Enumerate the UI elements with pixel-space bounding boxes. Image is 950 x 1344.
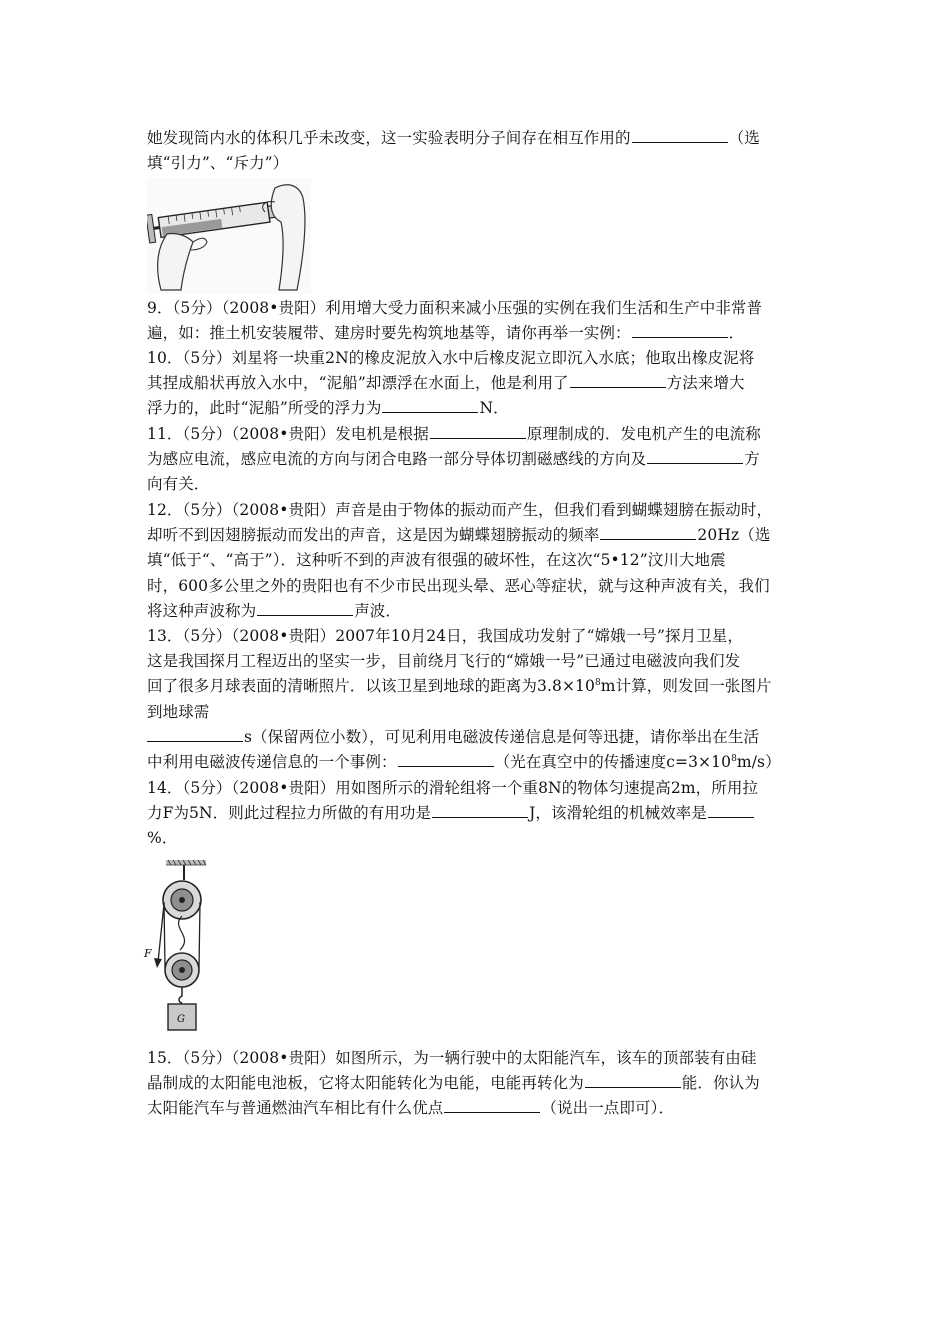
text-line: 12．（5分）（2008•贵阳）声音是由于物体的振动而产生，但我们看到蝴蝶翅膀在振动时， [147,501,773,519]
pulley-system-figure [140,858,210,1038]
text-line: 力F为5N．则此过程拉力所做的有用功是 [147,804,432,823]
question-11 [147,422,807,498]
answer-blank[interactable] [600,525,696,540]
text-line: 原理制成的．发电机产生的电流称 [526,425,761,443]
text-line: 填“引力”、“斥力”） [147,154,289,173]
text-line: 时，600多公里之外的贵阳也有不少市民出现头晕、恶心等症状，就与这种声波有关，我们 [147,576,770,595]
answer-blank[interactable] [585,1073,681,1088]
text-line: ． [728,324,745,343]
question-9 [147,296,807,346]
answer-blank[interactable] [257,601,353,616]
text-line: 20Hz（选 [697,526,771,545]
text-line: 到地球需 [147,702,210,721]
text-line: （选 [728,129,760,147]
text-line: 回了很多月球表面的清晰照片．以该卫星到地球的距离为3.8×10 [147,677,595,696]
text-line: 这是我国探月工程迈出的坚实一步，目前绕月飞行的“嫦娥一号”已通过电磁波向我们发 [147,652,741,671]
text-line: 将这种声波称为 [147,601,257,620]
text-line: 11．（5分）（2008•贵阳）发电机是根据 [147,425,429,443]
answer-blank[interactable] [398,752,494,767]
syringe-experiment-figure [147,178,311,294]
answer-blank[interactable] [632,323,728,338]
answer-blank[interactable] [647,449,743,464]
text-line: 填“低于“、“高于”）．这种听不到的声波有很强的破坏性，在这次“5•12”汶川大地震 [147,551,726,570]
text-line: （说出一点即可）． [541,1099,675,1118]
question-10 [147,346,807,422]
text-line: s（保留两位小数），可见利用电磁波传递信息是何等迅捷，请你举出在生活 [244,727,760,746]
text-line: 14．（5分）（2008•贵阳）用如图所示的滑轮组将一个重8N的物体匀速提高2m，所用拉 [147,779,759,797]
text-line: 15．（5分）（2008•贵阳）如图所示，为一辆行驶中的太阳能汽车，该车的顶部装有由硅 [147,1049,757,1067]
weight-label: G [177,1014,185,1025]
text-line: 9．（5分）（2008•贵阳）利用增大受力面积来减小压强的实例在我们生活和生产中非常普 [147,299,763,317]
answer-blank[interactable] [708,803,754,818]
text-line: 却听不到因翅膀振动而发出的声音，这是因为蝴蝶翅膀振动的频率 [147,526,600,545]
text-line: 她发现筒内水的体积几乎未改变，这一实验表明分子间存在相互作用的 [147,129,631,147]
text-line: 声波． [354,601,402,620]
text-line: 方 [744,450,760,469]
answer-blank[interactable] [430,424,526,439]
force-label: F [144,947,152,960]
text-line: J，该滑轮组的机械效率是 [529,804,708,823]
text-line: 太阳能汽车与普通燃油汽车相比有什么优点 [147,1099,444,1118]
question-14 [147,776,807,852]
exponent: 8 [594,678,601,689]
text-line: 其捏成船状再放入水中，“泥船”却漂浮在水面上，他是利用了 [147,374,569,393]
text-line: 13．（5分）（2008•贵阳）2007年10月24日，我国成功发射了“嫦娥一号”探月卫星， [147,627,744,645]
answer-blank[interactable] [382,398,478,413]
question-13 [147,624,807,775]
text-line: m/s） [736,753,781,772]
text-line: N． [479,399,509,418]
answer-blank[interactable] [147,727,243,742]
answer-blank[interactable] [570,373,666,388]
question-8-continuation [147,126,807,176]
text-line: 能．你认为 [681,1074,760,1093]
answer-blank[interactable] [632,128,728,143]
text-line: 向有关． [147,475,210,494]
answer-blank[interactable] [432,803,528,818]
text-line: 方法来增大 [666,374,745,393]
question-15 [147,1046,807,1122]
text-line: 遍，如：推土机安装履带、建房时要先构筑地基等，请你再举一实例： [147,324,631,343]
text-line: 中利用电磁波传递信息的一个事例： [147,753,397,772]
text-line: 10．（5分）刘星将一块重2N的橡皮泥放入水中后橡皮泥立即沉入水底；他取出橡皮泥将 [147,349,755,367]
exponent: 8 [731,753,737,764]
text-line: 为感应电流，感应电流的方向与闭合电路一部分导体切割磁感线的方向及 [147,450,647,469]
answer-blank[interactable] [444,1098,540,1113]
text-line: 浮力的，此时“泥船”所受的浮力为 [147,399,382,418]
text-line: （光在真空中的传播速度c=3×10 [494,753,732,772]
text-line: %． [147,829,178,848]
text-line: m计算，则发回一张图片 [600,677,772,696]
question-12 [147,498,807,624]
text-line: 晶制成的太阳能电池板，它将太阳能转化为电能，电能再转化为 [147,1074,584,1093]
